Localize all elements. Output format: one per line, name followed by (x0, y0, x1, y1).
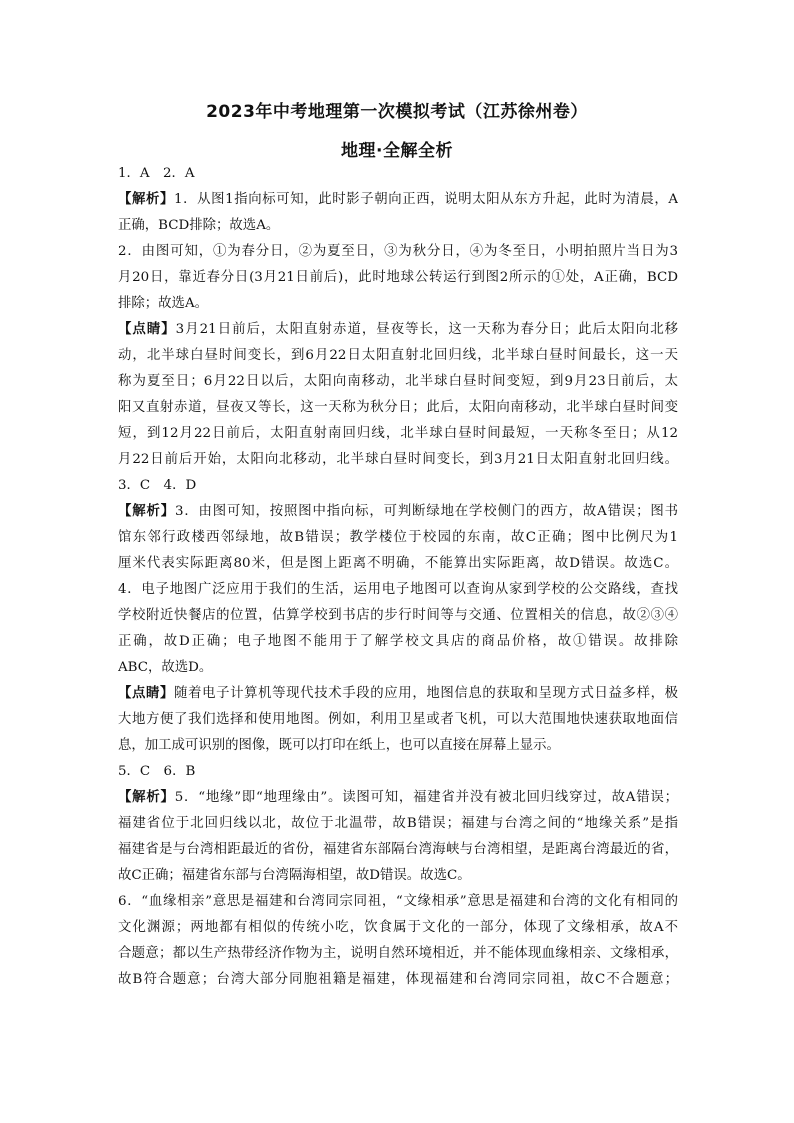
text-line (118, 915, 678, 941)
text-line (118, 239, 678, 265)
text-line (118, 161, 678, 187)
text-line (118, 759, 678, 785)
text-line (118, 655, 678, 681)
line-text: 随着电子计算机等现代技术手段的应用，地图信息的获取和呈现方式日益多样，极 (174, 686, 678, 701)
line-text: 阳又直射赤道，昼夜又等长，这一天称为秋分日；此后，太阳向南移动，北半球白昼时间变 (118, 400, 678, 415)
line-text: 3．由图可知，按照图中指向标，可判断绿地在学校侧门的西方，故A错误；图书 (174, 504, 678, 519)
line-text: 短，到12月22日前后，太阳直射南回归线，北半球白昼时间最短，一天称冬至日；从12 (118, 426, 678, 441)
text-line (118, 811, 678, 837)
line-text: 2．由图可知，①为春分日，②为夏至日，③为秋分日，④为冬至日，小明拍照片当日为3 (118, 244, 678, 259)
text-line (118, 733, 678, 759)
text-line (118, 343, 678, 369)
text-line (118, 525, 678, 551)
line-text: 文化渊源；两地都有相似的传统小吃，饮食属于文化的一部分，体现了文缘相承，故A不 (118, 920, 678, 935)
line-text: 5．C 6．B (118, 764, 196, 779)
document-title: 2023年中考地理第一次模拟考试（江苏徐州卷） (206, 102, 588, 122)
tip-tag: 【点睛】 (118, 686, 175, 701)
document-body (118, 161, 678, 993)
line-text: 学校附近快餐店的位置，估算学校到书店的步行时间等与交通、位置相关的信息，故②③④ (118, 608, 678, 623)
text-line (118, 889, 678, 915)
text-line (118, 863, 678, 889)
line-text: 3月21日前后，太阳直射赤道，昼夜等长，这一天称为春分日；此后太阳向北移 (175, 322, 678, 337)
line-text: 正确，BCD排除；故选A。 (118, 218, 280, 233)
text-line (118, 447, 678, 473)
analysis-tag: 【解析】 (118, 504, 175, 519)
text-line (118, 629, 678, 655)
line-text: 1．从图1指向标可知，此时影子朝向正西，说明太阳从东方升起，此时为清晨，A (174, 192, 678, 207)
text-line (118, 291, 678, 317)
line-text: 大地方便了我们选择和使用地图。例如，利用卫星或者飞机，可以大范围地快速获取地面信 (118, 712, 678, 727)
line-text: 福建省是与台湾相距最近的省份，福建省东部隔台湾海峡与台湾相望，是距离台湾最近的省， (118, 842, 678, 857)
line-text: 6．“血缘相亲”意思是福建和台湾同宗同祖，“文缘相承”意思是福建和台湾的文化有相同的 (118, 894, 678, 909)
line-text: 月20日，靠近春分日(3月21日前后)，此时地球公转运行到图2所示的①处，A正确，BCD (118, 270, 678, 285)
line-text: 月22日前后开始，太阳向北移动，北半球白昼时间变长，到3月21日太阳直射北回归线。 (118, 452, 678, 467)
line-text: 合题意；都以生产热带经济作物为主，说明自然环境相近，并不能体现血缘相亲、文缘相承， (118, 946, 678, 961)
text-line (118, 707, 678, 733)
text-line (118, 551, 678, 577)
text-line (118, 265, 678, 291)
line-text: 息，加工成可识别的图像，既可以打印在纸上，也可以直接在屏幕上显示。 (118, 738, 560, 753)
line-text: 故B符合题意；台湾大部分同胞祖籍是福建，体现福建和台湾同宗同祖，故C不合题意； (118, 972, 678, 987)
tip-tag: 【点睛】 (118, 322, 176, 337)
text-line (118, 837, 678, 863)
text-line (118, 473, 678, 499)
text-line (118, 681, 678, 707)
text-line (118, 785, 678, 811)
text-line (118, 421, 678, 447)
line-text: 厘米代表实际距离80米，但是图上距离不明确，不能算出实际距离，故D错误。故选C。 (118, 556, 678, 571)
line-text: 动，北半球白昼时间变长，到6月22日太阳直射北回归线，北半球白昼时间最长，这一天 (118, 348, 678, 363)
text-line (118, 941, 678, 967)
text-line (118, 213, 678, 239)
line-text: 4．电子地图广泛应用于我们的生活，运用电子地图可以查询从家到学校的公交路线，查找 (118, 582, 678, 597)
line-text: 馆东邻行政楼西邻绿地，故B错误；教学楼位于校园的东南，故C正确；图中比例尺为1 (118, 530, 678, 545)
text-line (118, 395, 678, 421)
line-text: 故C正确；福建省东部与台湾隔海相望，故D错误。故选C。 (118, 868, 471, 883)
text-line (118, 577, 678, 603)
text-line (118, 967, 678, 993)
text-line (118, 499, 678, 525)
text-line (118, 603, 678, 629)
analysis-tag: 【解析】 (118, 192, 175, 207)
line-text: 正确，故D正确；电子地图不能用于了解学校文具店的商品价格，故①错误。故排除 (118, 634, 678, 649)
line-text: 5．“地缘”即“地理缘由”。读图可知，福建省并没有被北回归线穿过，故A错误； (174, 790, 678, 805)
analysis-tag: 【解析】 (118, 790, 175, 805)
line-text: 排除；故选A。 (118, 296, 209, 311)
line-text: 3．C 4．D (118, 478, 197, 493)
text-line (118, 317, 678, 343)
text-line (118, 187, 678, 213)
line-text: ABC，故选D。 (118, 660, 213, 675)
document-subtitle: 地理·全解全析 (341, 141, 453, 161)
line-text: 称为夏至日；6月22日以后，太阳向南移动，北半球白昼时间变短，到9月23日前后，太 (118, 374, 678, 389)
text-line (118, 369, 678, 395)
line-text: 福建省位于北回归线以北，故位于北温带，故B错误；福建与台湾之间的“地缘关系”是指 (118, 816, 678, 831)
line-text: 1．A 2．A (118, 166, 195, 181)
